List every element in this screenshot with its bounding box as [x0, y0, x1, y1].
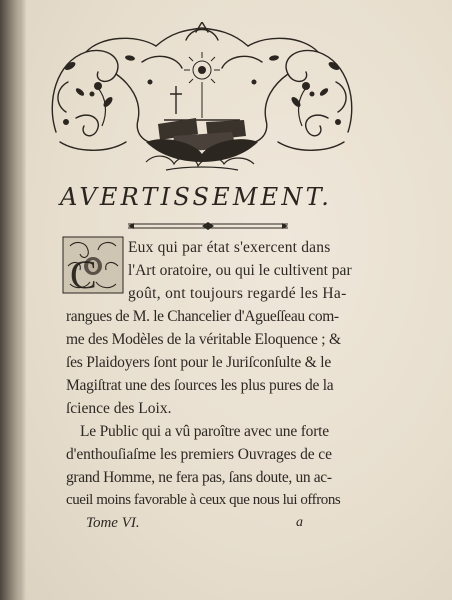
headpiece-ornament — [46, 22, 358, 174]
text-line: rangues de M. le Chancelier d'Agueſſeau com- — [66, 308, 339, 325]
text-line: ſes Plaidoyers ſont pour le Juriſconſulte & le — [66, 354, 332, 371]
book-gutter — [0, 0, 26, 600]
title-rule — [128, 221, 288, 231]
page-title: AVERTISSEMENT. — [60, 183, 333, 211]
drop-cap-ornament — [62, 236, 124, 294]
text-line: Le Public qui a vû paroître avec une forte — [80, 423, 329, 440]
signature-mark: a — [296, 515, 303, 530]
volume-signature: Tome VI. — [86, 515, 140, 531]
text-line: d'enthouſiaſme les premiers Ouvrages de ce — [66, 446, 332, 463]
text-line: l'Art oratoire, ou qui le cultivent par — [128, 262, 352, 279]
text-line: Eux qui par état s'exercent dans — [128, 239, 331, 256]
text-line: Magiſtrat une des ſources les plus pures de la — [66, 377, 334, 394]
text-line: ſcience des Loix. — [66, 400, 172, 417]
text-line: me des Modèles de la véritable Eloquence ; & — [66, 331, 341, 348]
text-line: cueil moins favorable à ceux que nous lui offrons — [66, 492, 341, 508]
svg-text:C: C — [70, 252, 97, 294]
text-line: goût, ont toujours regardé les Ha- — [128, 285, 347, 302]
text-line: grand Homme, ne fera pas, ſans doute, un ac- — [66, 469, 332, 486]
